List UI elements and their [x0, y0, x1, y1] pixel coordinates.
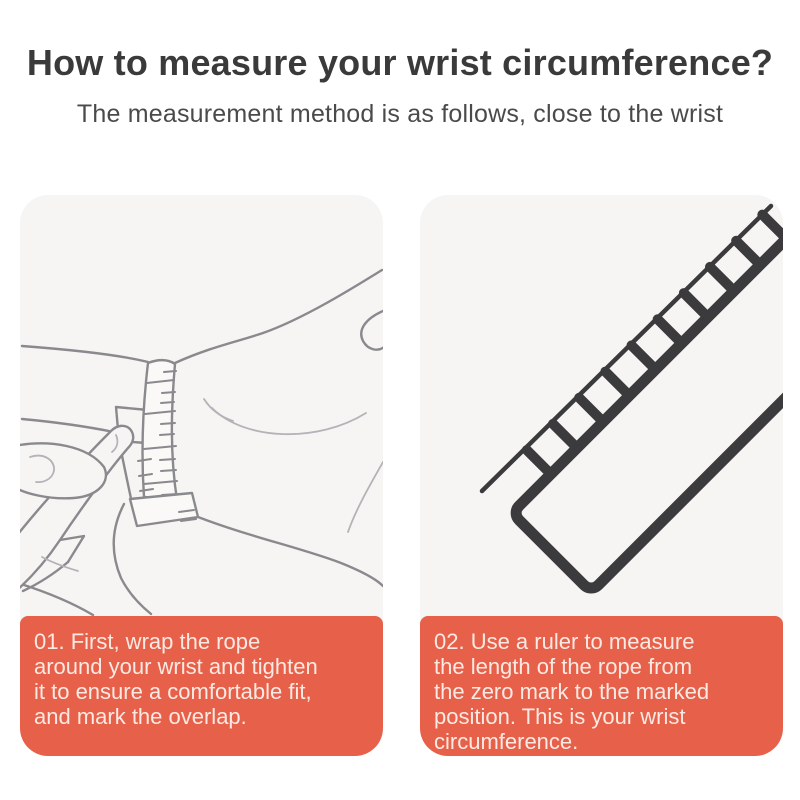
step-1-caption-box	[20, 616, 383, 756]
wrist-tape-drawing	[20, 195, 383, 616]
measured-hand	[175, 270, 383, 586]
ruler-illustration	[420, 195, 783, 616]
step-card-1	[20, 195, 383, 756]
header	[0, 0, 800, 129]
ruler-drawing	[420, 195, 783, 616]
ruler	[488, 195, 783, 592]
finger-fold	[60, 536, 84, 562]
forearm	[22, 346, 148, 432]
step-card-2	[420, 195, 783, 756]
step-2-caption: 02. Use a ruler to measure the length of the rope from the zero mark to the marked position. This is your wrist circumference.	[434, 629, 710, 754]
wrist-measurement-illustration	[20, 195, 383, 616]
page-title: How to measure your wrist circumference?	[26, 42, 774, 83]
ruler-body	[512, 195, 783, 592]
step-2-caption-box	[420, 616, 783, 756]
step-1-caption: 01. First, wrap the rope around your wrist and tighten it to ensure a comfortable fit, and mark the overlap.	[34, 629, 318, 729]
page-subtitle: The measurement method is as follows, close to the wrist	[76, 100, 724, 128]
